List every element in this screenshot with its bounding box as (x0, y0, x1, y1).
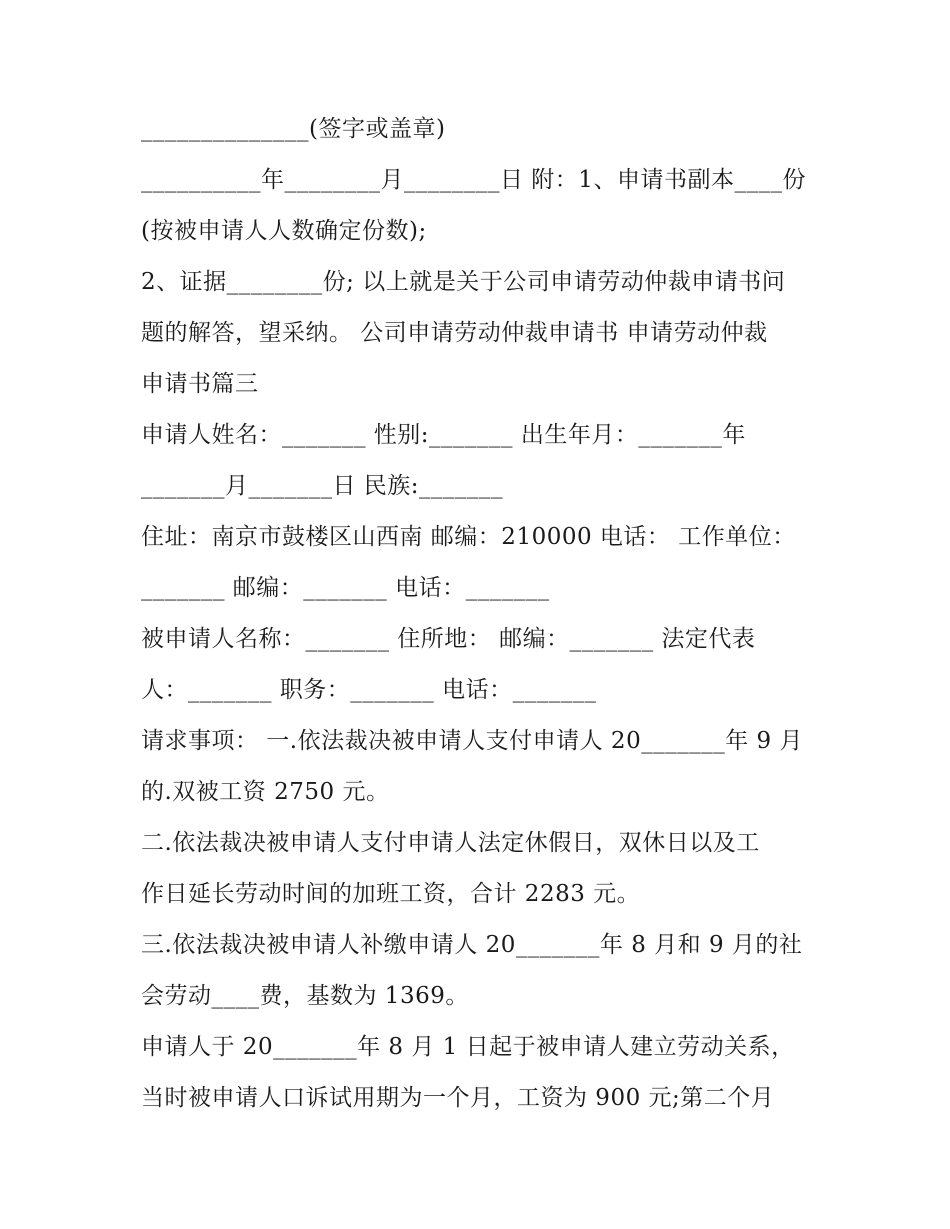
text-line: __________年________月________日 附：1、申请书副本____份 (141, 167, 806, 193)
document-body (141, 110, 821, 1130)
text-line: 住址：南京市鼓楼区山西南 邮编：210000 电话： 工作单位： (141, 524, 796, 550)
text-line: 二.依法裁决被申请人支付申请人法定休假日，双休日以及工 (141, 830, 760, 856)
text-line: 请求事项： 一.依法裁决被申请人支付申请人 20_______年 9 月 (141, 728, 803, 754)
text-line: _______月_______日 民族:_______ (141, 473, 504, 499)
text-line: ______________(签字或盖章) (141, 116, 446, 142)
text-line: 会劳动____费，基数为 1369。 (141, 983, 469, 1009)
text-line: 申请人于 20_______年 8 月 1 日起于被申请人建立劳动关系， (141, 1034, 795, 1060)
text-line: 作日延长劳动时间的加班工资，合计 2283 元。 (141, 881, 641, 907)
text-line: 人：_______ 职务：_______ 电话：_______ (141, 677, 597, 703)
text-line: 三.依法裁决被申请人补缴申请人 20_______年 8 月和 9 月的社 (141, 932, 803, 958)
text-line: _______ 邮编：_______ 电话：_______ (141, 575, 550, 601)
text-line: 被申请人名称：_______ 住所地： 邮编：_______ 法定代表 (141, 626, 756, 652)
text-line: 的.双被工资 2750 元。 (141, 779, 390, 805)
text-line: 当时被申请人口诉试用期为一个月，工资为 900 元;第二个月 (141, 1085, 775, 1111)
text-line: 申请人姓名：_______ 性别:_______ 出生年月：_______年 (141, 422, 746, 448)
text-line: 题的解答，望采纳。 公司申请劳动仲裁申请书 申请劳动仲裁 (141, 320, 768, 346)
section-heading: 申请书篇三 (141, 371, 259, 397)
text-line: 2、证据________份; 以上就是关于公司申请劳动仲裁申请书问 (141, 269, 786, 295)
text-line: (按被申请人人数确定份数); (141, 218, 427, 244)
